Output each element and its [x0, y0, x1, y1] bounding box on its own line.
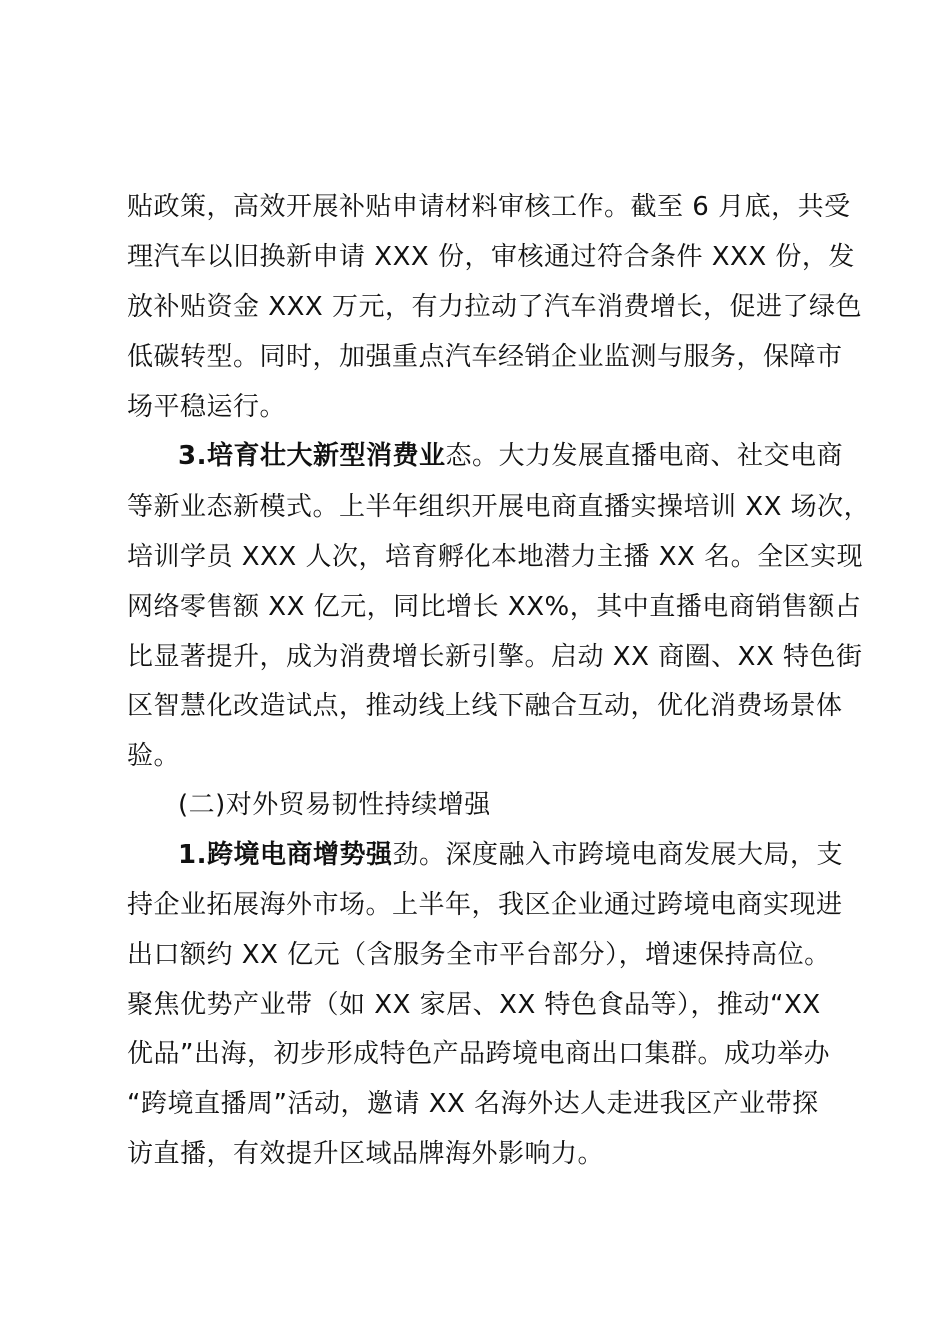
- item-1-text: 劲。深度融入市跨境电商发展大局，支: [392, 840, 843, 870]
- body-text-line: 理汽车以旧换新申请 XXX 份，审核通过符合条件 XXX 份，发: [127, 242, 855, 272]
- body-text-line: 放补贴资金 XXX 万元，有力拉动了汽车消费增长，促进了绿色: [127, 292, 862, 322]
- body-text-line: 场平稳运行。: [127, 392, 287, 422]
- body-text-line: 持企业拓展海外市场。上半年，我区企业通过跨境电商实现进: [127, 890, 843, 920]
- body-text-line: 等新业态新模式。上半年组织开展电商直播实操培训 XX 场次，: [127, 492, 871, 522]
- body-text-line: 访直播，有效提升区域品牌海外影响力。: [127, 1139, 605, 1169]
- item-3-paragraph-start: [178, 439, 843, 473]
- body-text-line: 出口额约 XX 亿元（含服务全市平台部分），增速保持高位。: [127, 940, 831, 970]
- body-text-line: 聚焦优势产业带（如 XX 家居、XX 特色食品等），推动“XX: [127, 990, 821, 1020]
- section-2-heading: (二)对外贸易韧性持续增强: [178, 790, 491, 820]
- item-1-bold-heading: 1.跨境电商增势强: [178, 840, 393, 870]
- body-text-line: 贴政策，高效开展补贴申请材料审核工作。截至 6 月底，共受: [127, 192, 851, 222]
- body-text-line: 区智慧化改造试点，推动线上线下融合互动，优化消费场景体: [127, 691, 843, 721]
- body-text-line: 比显著提升，成为消费增长新引擎。启动 XX 商圈、XX 特色街: [127, 642, 863, 672]
- body-text-line: 验。: [127, 741, 181, 771]
- body-text-line: 培训学员 XXX 人次，培育孵化本地潜力主播 XX 名。全区实现: [127, 542, 864, 572]
- body-text-line: “跨境直播周”活动，邀请 XX 名海外达人走进我区产业带探: [127, 1089, 819, 1119]
- item-1-paragraph-start: [178, 838, 843, 872]
- body-text-line: 低碳转型。同时，加强重点汽车经销企业监测与服务，保障市: [127, 342, 843, 372]
- item-3-bold-heading: 3.培育壮大新型消费业: [178, 441, 446, 471]
- body-text-line: 网络零售额 XX 亿元，同比增长 XX%，其中直播电商销售额占: [127, 592, 862, 622]
- item-3-text: 态。大力发展直播电商、社交电商: [445, 441, 843, 471]
- body-text-line: 优品”出海，初步形成特色产品跨境电商出口集群。成功举办: [127, 1039, 830, 1069]
